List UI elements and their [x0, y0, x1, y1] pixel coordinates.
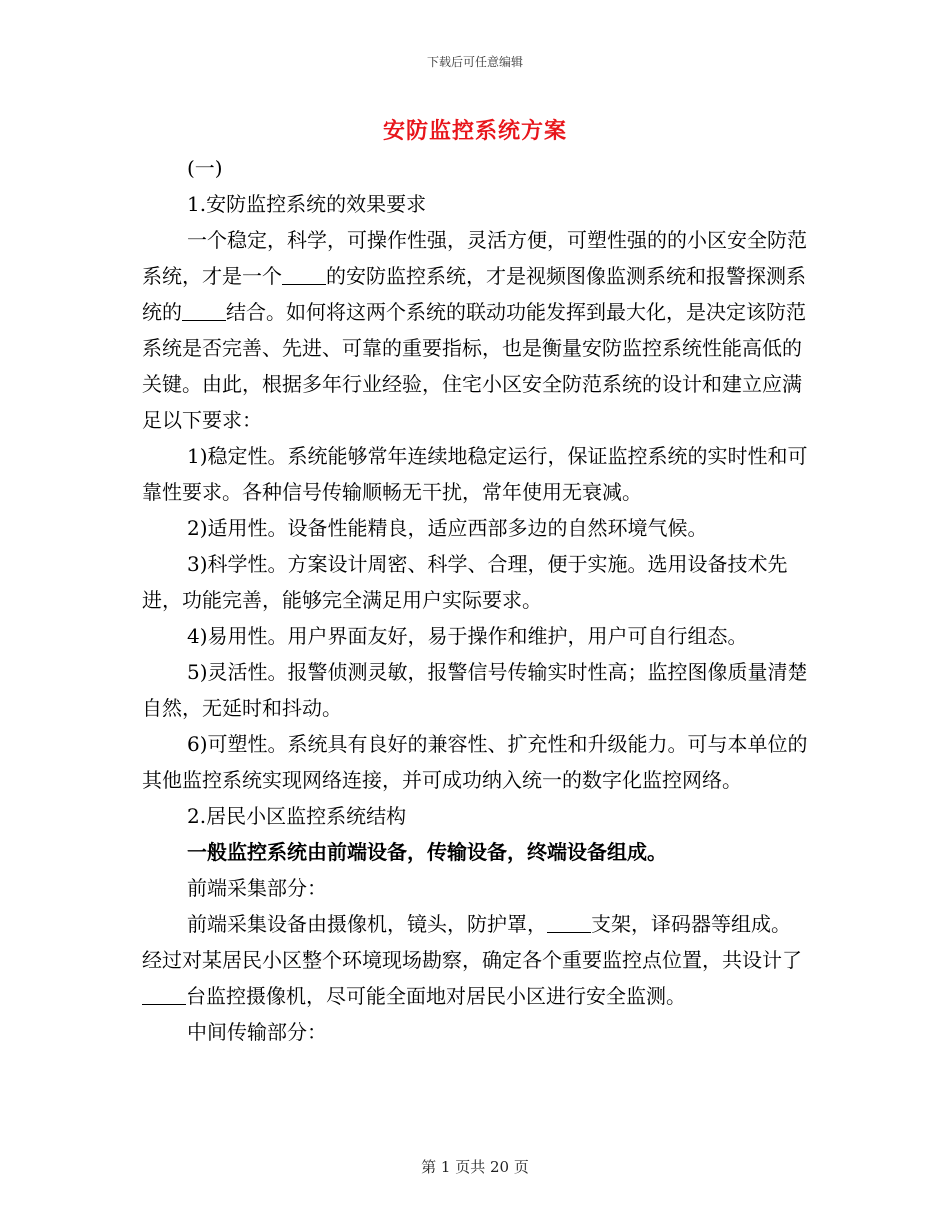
list-item-plasticity: 6)可塑性。系统具有良好的兼容性、扩充性和升级能力。可与本单位的其他监控系统实现网络连接，并可成功纳入统一的数字化监控网络。	[142, 732, 808, 792]
heading-system-structure: 2.居民小区监控系统结构	[187, 804, 407, 828]
list-item-scientific: 3)科学性。方案设计周密、科学、合理，便于实施。选用设备技术先进，功能完善，能够完全满足用户实际要求。	[142, 552, 788, 612]
fill-blank	[142, 984, 186, 1005]
paragraph-front-end-part-a: 前端采集设备由摄像机，镜头，防护罩，	[187, 912, 547, 936]
page-footer: 第 1 页共 20 页	[421, 1158, 529, 1176]
section-mark: (一)	[187, 156, 223, 180]
list-item-flexibility: 5)灵活性。报警侦测灵敏，报警信号传输实时性高；监控图像质量清楚自然，无延时和抖动。	[142, 660, 808, 720]
fill-blank	[547, 912, 591, 933]
document-body	[142, 150, 808, 1050]
front-end-label: 前端采集部分：	[187, 876, 327, 900]
paragraph-intro	[142, 222, 808, 438]
paragraph-front-end	[142, 906, 808, 1014]
heading-effect-requirements: 1.安防监控系统的效果要求	[187, 192, 427, 216]
bold-summary-line: 一般监控系统由前端设备，传输设备，终端设备组成。	[187, 840, 667, 864]
list-item-usability: 4)易用性。用户界面友好，易于操作和维护，用户可自行组态。	[187, 624, 748, 648]
paragraph-intro-part-a: 一个稳定，科学，可操作性强，灵活方便，可塑性强的的小区安全防范系统，才是一个	[142, 228, 807, 288]
fill-blank	[282, 264, 326, 285]
middle-transmission-label: 中间传输部分：	[187, 1020, 327, 1044]
paragraph-front-end-part-c: 台监控摄像机，尽可能全面地对居民小区进行安全监测。	[186, 984, 686, 1008]
header-note: 下载后可任意编辑	[426, 55, 523, 69]
list-item-applicability: 2)适用性。设备性能精良，适应西部多边的自然环境气候。	[187, 516, 708, 540]
paragraph-intro-part-c: 结合。如何将这两个系统的联动功能发挥到最大化，是决定该防范系统是否完善、先进、可靠的重要指标，也是衡量安防监控系统性能高低的关键。由此，根据多年行业经验，住宅小区安全防范系统的设计和建立应满足以下要求：	[142, 300, 806, 432]
fill-blank	[182, 300, 226, 321]
list-item-stability: 1)稳定性。系统能够常年连续地稳定运行，保证监控系统的实时性和可靠性要求。各种信号传输顺畅无干扰，常年使用无衰减。	[142, 444, 808, 504]
paragraph-front-end-part-b: 支架，译码器等组成。经过对某居民小区整个环境现场勘察，确定各个重要监控点位置，共设计了	[142, 912, 802, 972]
document-title: 安防监控系统方案	[382, 118, 567, 144]
paragraph-intro-part-b: 的安防监控系统，才是视频图像监测系统和报警探测系统的	[142, 264, 806, 324]
